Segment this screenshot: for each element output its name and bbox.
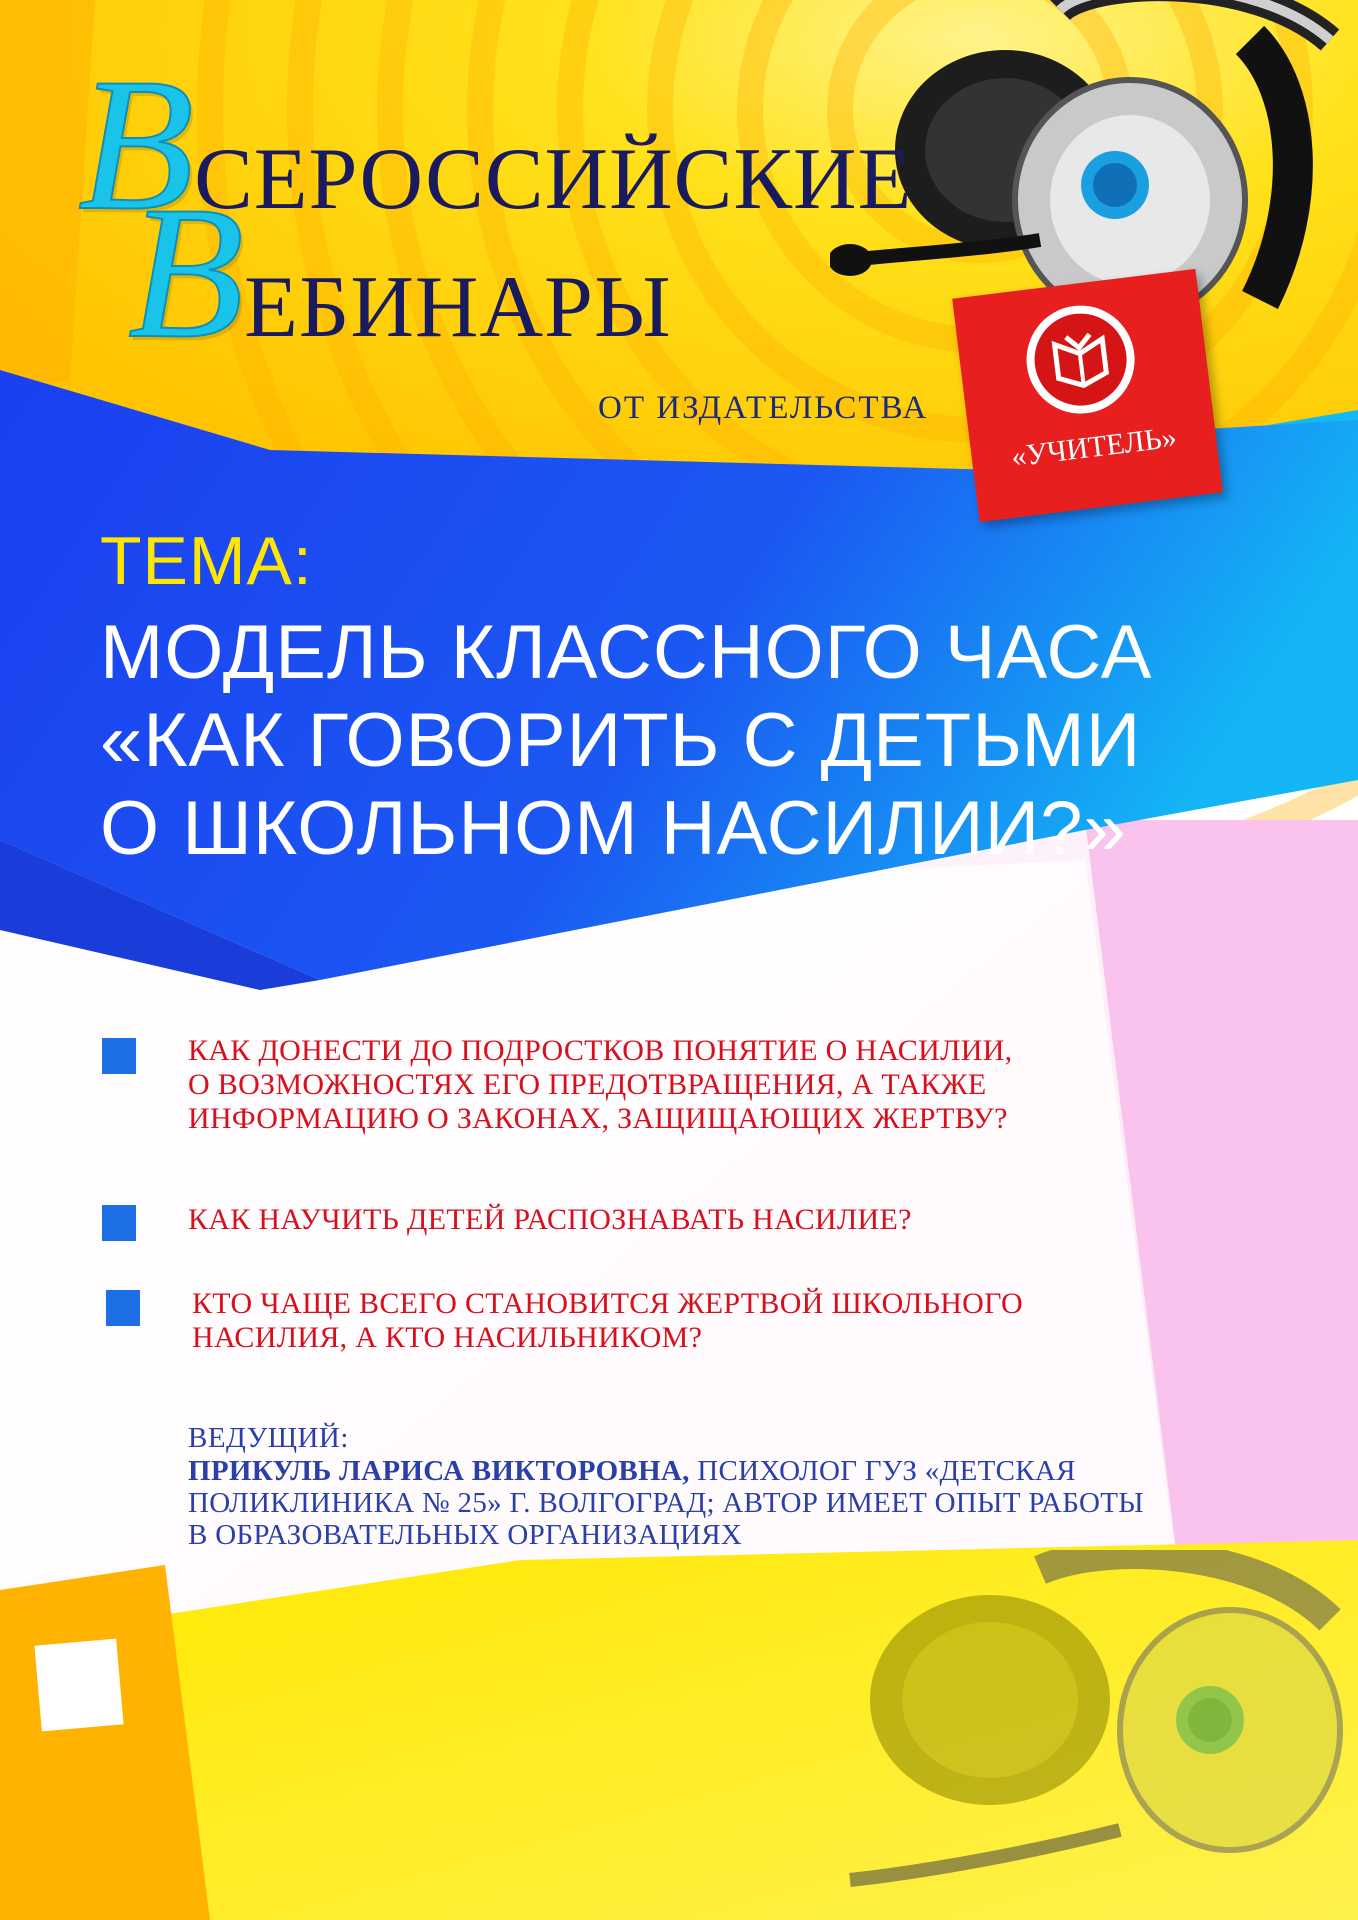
title-initial-1: В	[78, 40, 195, 250]
bullet-square	[102, 1205, 136, 1241]
title-initial-2: В	[128, 168, 245, 378]
question-3	[192, 1287, 1023, 1355]
book-logo-icon	[1020, 299, 1140, 419]
publisher-logo	[952, 269, 1223, 522]
host-name: ПРИКУЛЬ ЛАРИСА ВИКТОРОВНА,	[188, 1455, 690, 1487]
host-line-1	[188, 1455, 1144, 1487]
question-1-line: ИНФОРМАЦИЮ О ЗАКОНАХ, ЗАЩИЩАЮЩИХ ЖЕРТВУ?	[188, 1102, 1008, 1135]
question-3-line: НАСИЛИЯ, А КТО НАСИЛЬНИКОМ?	[192, 1321, 703, 1354]
question-1-line: О ВОЗМОЖНОСТЯХ ЕГО ПРЕДОТВРАЩЕНИЯ, А ТАКЖЕ	[188, 1068, 987, 1101]
bullet-square	[106, 1290, 140, 1326]
host-line-2: ПОЛИКЛИНИКА № 25» Г. ВОЛГОГРАД; АВТОР ИМЕЕТ ОПЫТ РАБОТЫ	[188, 1487, 1144, 1519]
question-1	[188, 1034, 1012, 1136]
logo-text: «УЧИТЕЛЬ»	[1009, 420, 1179, 474]
topic-line-2: «КАК ГОВОРИТЬ С ДЕТЬМИ	[100, 698, 1142, 783]
question-1-line: КАК ДОНЕСТИ ДО ПОДРОСТКОВ ПОНЯТИЕ О НАСИЛИИ,	[188, 1034, 1013, 1067]
host-line-3: В ОБРАЗОВАТЕЛЬНЫХ ОРГАНИЗАЦИЯХ	[188, 1519, 743, 1551]
bullet-square	[102, 1038, 136, 1074]
topic-label: ТЕМА:	[100, 523, 313, 599]
from-publisher-label: ОТ ИЗДАТЕЛЬСТВА	[598, 390, 929, 426]
question-2-line: КАК НАУЧИТЬ ДЕТЕЙ РАСПОЗНАВАТЬ НАСИЛИЕ?	[188, 1203, 912, 1236]
topic-line-1: МОДЕЛЬ КЛАССНОГО ЧАСА	[100, 610, 1153, 695]
topic-line-3: О ШКОЛЬНОМ НАСИЛИИ?»	[100, 786, 1127, 871]
host-label: ВЕДУЩИЙ:	[188, 1422, 349, 1454]
title-word-1: СЕРОССИЙСКИЕ	[194, 131, 913, 228]
question-2	[188, 1203, 912, 1237]
host-line-1-rest: ПСИХОЛОГ ГУЗ «ДЕТСКАЯ	[689, 1455, 1076, 1487]
title-line-2	[128, 168, 672, 378]
headset-icon	[790, 1550, 1358, 1920]
question-3-line: КТО ЧАЩЕ ВСЕГО СТАНОВИТСЯ ЖЕРТВОЙ ШКОЛЬНОГО	[192, 1287, 1024, 1320]
title-word-2: ЕБИНАРЫ	[244, 259, 672, 356]
host-block	[188, 1422, 1144, 1551]
decor-white-square	[34, 1639, 123, 1732]
